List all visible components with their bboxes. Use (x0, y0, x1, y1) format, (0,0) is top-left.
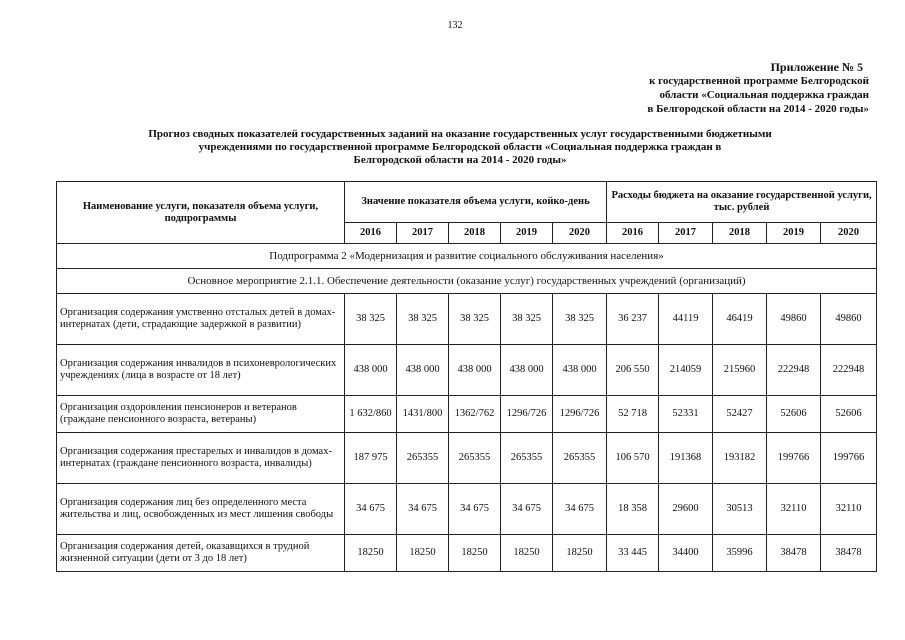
volume-value-cell: 438 000 (449, 345, 501, 396)
header-year: 2020 (821, 223, 877, 244)
volume-value-cell: 38 325 (397, 294, 449, 345)
expense-value-cell: 206 550 (607, 345, 659, 396)
volume-value-cell: 265355 (553, 433, 607, 484)
header-volume: Значение показателя объема услуги, койко-день (345, 182, 607, 223)
volume-value-cell: 38 325 (553, 294, 607, 345)
appendix-line: области «Социальная поддержка граждан (659, 89, 869, 101)
volume-value-cell: 438 000 (397, 345, 449, 396)
header-year: 2018 (449, 223, 501, 244)
volume-value-cell: 1296/726 (501, 396, 553, 433)
volume-value-cell: 438 000 (345, 345, 397, 396)
expense-value-cell: 38478 (821, 535, 877, 572)
expense-value-cell: 44119 (659, 294, 713, 345)
table-row (57, 396, 877, 433)
expense-value-cell: 52427 (713, 396, 767, 433)
table-row (57, 484, 877, 535)
expense-value-cell: 52331 (659, 396, 713, 433)
volume-value-cell: 38 325 (501, 294, 553, 345)
expense-value-cell: 29600 (659, 484, 713, 535)
appendix-title: Приложение № 5 (770, 60, 863, 74)
expense-value-cell: 36 237 (607, 294, 659, 345)
service-name-cell: Организация содержания умственно отсталых детей в домах-интернатах (дети, страдающие задержкой в развитии) (57, 294, 345, 345)
volume-value-cell: 438 000 (501, 345, 553, 396)
expense-value-cell: 49860 (821, 294, 877, 345)
expense-value-cell: 49860 (767, 294, 821, 345)
volume-value-cell: 438 000 (553, 345, 607, 396)
volume-value-cell: 18250 (345, 535, 397, 572)
table-row (57, 535, 877, 572)
expense-value-cell: 34400 (659, 535, 713, 572)
header-year: 2016 (345, 223, 397, 244)
volume-value-cell: 34 675 (449, 484, 501, 535)
service-name-cell: Организация содержания престарелых и инвалидов в домах-интернатах (граждане пенсионного возраста, инвалиды) (57, 433, 345, 484)
appendix-header (609, 60, 869, 116)
appendix-line: к государственной программе Белгородской (649, 75, 869, 87)
volume-value-cell: 187 975 (345, 433, 397, 484)
volume-value-cell: 34 675 (397, 484, 449, 535)
table-row (57, 294, 877, 345)
page-number: 132 (447, 20, 463, 31)
volume-value-cell: 34 675 (501, 484, 553, 535)
expense-value-cell: 32110 (821, 484, 877, 535)
table-row (57, 433, 877, 484)
expense-value-cell: 199766 (821, 433, 877, 484)
volume-value-cell: 18250 (449, 535, 501, 572)
service-name-cell: Организация оздоровления пенсионеров и ветеранов (граждане пенсионного возраста, ветераны) (57, 396, 345, 433)
appendix-line: в Белгородской области на 2014 - 2020 годы» (647, 103, 869, 115)
volume-value-cell: 1362/762 (449, 396, 501, 433)
volume-value-cell: 1431/800 (397, 396, 449, 433)
forecast-table (56, 181, 877, 572)
header-year: 2020 (553, 223, 607, 244)
header-year: 2019 (501, 223, 553, 244)
expense-value-cell: 18 358 (607, 484, 659, 535)
expense-value-cell: 106 570 (607, 433, 659, 484)
header-year: 2016 (607, 223, 659, 244)
table-row (57, 345, 877, 396)
expense-value-cell: 33 445 (607, 535, 659, 572)
expense-value-cell: 214059 (659, 345, 713, 396)
expense-value-cell: 52 718 (607, 396, 659, 433)
volume-value-cell: 265355 (501, 433, 553, 484)
volume-value-cell: 265355 (449, 433, 501, 484)
subprogram-row: Подпрограмма 2 «Модернизация и развитие социального обслуживания населения» (57, 244, 877, 269)
volume-value-cell: 38 325 (345, 294, 397, 345)
service-name-cell: Организация содержания детей, оказавщихся в трудной жизненной ситуации (дети от 3 до 18 лет) (57, 535, 345, 572)
expense-value-cell: 30513 (713, 484, 767, 535)
volume-value-cell: 18250 (397, 535, 449, 572)
document-title (80, 128, 840, 167)
volume-value-cell: 38 325 (449, 294, 501, 345)
volume-value-cell: 34 675 (553, 484, 607, 535)
expense-value-cell: 35996 (713, 535, 767, 572)
service-name-cell: Организация содержания лиц без определенного места жительства и лиц, освобожденных из мест лишения свободы (57, 484, 345, 535)
volume-value-cell: 1 632/860 (345, 396, 397, 433)
expense-value-cell: 38478 (767, 535, 821, 572)
service-name-cell: Организация содержания инвалидов в психоневрологических учреждениях (лица в возрасте от 18 лет) (57, 345, 345, 396)
volume-value-cell: 265355 (397, 433, 449, 484)
document-title-line: учреждениями по государственной программе Белгородской области «Социальная поддержка граждан в (198, 141, 722, 153)
volume-value-cell: 34 675 (345, 484, 397, 535)
main-activity-row: Основное мероприятие 2.1.1. Обеспечение деятельности (оказание услуг) государственных учреждений (организаций) (57, 269, 877, 294)
expense-value-cell: 215960 (713, 345, 767, 396)
expense-value-cell: 199766 (767, 433, 821, 484)
expense-value-cell: 52606 (821, 396, 877, 433)
expense-value-cell: 222948 (821, 345, 877, 396)
header-expenses: Расходы бюджета на оказание государственной услуги, тыс. рублей (607, 182, 877, 223)
expense-value-cell: 52606 (767, 396, 821, 433)
expense-value-cell: 191368 (659, 433, 713, 484)
volume-value-cell: 1296/726 (553, 396, 607, 433)
expense-value-cell: 193182 (713, 433, 767, 484)
header-year: 2017 (659, 223, 713, 244)
header-year: 2019 (767, 223, 821, 244)
volume-value-cell: 18250 (501, 535, 553, 572)
header-year: 2017 (397, 223, 449, 244)
document-title-line: Белгородской области на 2014 - 2020 годы» (353, 154, 567, 166)
header-service-name: Наименование услуги, показателя объема услуги, подпрограммы (57, 182, 345, 244)
expense-value-cell: 222948 (767, 345, 821, 396)
header-year: 2018 (713, 223, 767, 244)
volume-value-cell: 18250 (553, 535, 607, 572)
expense-value-cell: 32110 (767, 484, 821, 535)
document-title-line: Прогноз сводных показателей государственных заданий на оказание государственных услуг государственными бюджетными (148, 128, 772, 140)
expense-value-cell: 46419 (713, 294, 767, 345)
